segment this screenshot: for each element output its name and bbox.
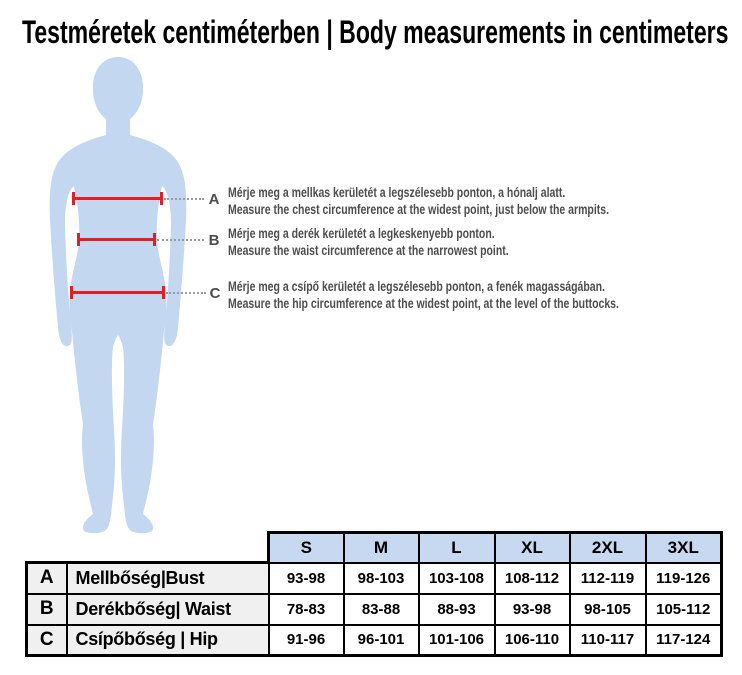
waist-description xyxy=(228,225,738,259)
hip-letter: C xyxy=(209,285,221,302)
waist-value-s: 78-83 xyxy=(269,594,344,625)
page-title: Testméretek centiméterben | Body measurements in centimeters xyxy=(22,14,729,50)
chest-leader-line xyxy=(164,198,204,200)
size-header-m: M xyxy=(344,533,419,563)
male-figure-icon xyxy=(30,55,210,535)
hip-measure-line xyxy=(70,291,165,294)
chest-description xyxy=(228,184,738,218)
size-header-2xl: 2XL xyxy=(570,533,646,563)
row-letter: A xyxy=(27,563,67,594)
size-table xyxy=(25,531,723,657)
size-header-l: L xyxy=(419,533,495,563)
bust-value-l: 103-108 xyxy=(419,563,495,594)
hip-value-s: 91-96 xyxy=(269,625,344,656)
hip-description xyxy=(228,278,738,312)
chest-description-hu: Mérje meg a mellkas kerületét a legszélesebb ponton, a hónalj alatt. xyxy=(228,184,566,200)
waist-measure-line xyxy=(77,238,156,241)
chest-description-en: Measure the chest circumference at the widest point, just below the armpits. xyxy=(228,201,610,217)
hip-value-2xl: 110-117 xyxy=(570,625,646,656)
bust-value-2xl: 112-119 xyxy=(570,563,646,594)
hip-value-l: 101-106 xyxy=(419,625,495,656)
body-silhouette xyxy=(30,55,210,535)
waist-value-xl: 93-98 xyxy=(495,594,570,625)
table-row-waist xyxy=(27,594,722,625)
waist-description-en: Measure the waist circumference at the narrowest point. xyxy=(228,242,509,258)
bust-value-m: 98-103 xyxy=(344,563,419,594)
row-letter: B xyxy=(27,594,67,625)
size-header-xl: XL xyxy=(495,533,570,563)
size-header-s: S xyxy=(269,533,344,563)
size-header-3xl: 3XL xyxy=(646,533,722,563)
waist-description-hu: Mérje meg a derék kerületét a legkeskenyebb ponton. xyxy=(228,225,495,241)
waist-value-3xl: 105-112 xyxy=(646,594,722,625)
hip-description-hu: Mérje meg a csípő kerületét a legszélesebb ponton, a fenék magasságában. xyxy=(228,278,605,294)
bust-value-s: 93-98 xyxy=(269,563,344,594)
header-blank-cell xyxy=(27,533,67,563)
waist-value-l: 88-93 xyxy=(419,594,495,625)
hip-value-xl: 106-110 xyxy=(495,625,570,656)
waist-leader-line xyxy=(157,239,204,241)
row-label: Mellbőség|Bust xyxy=(67,563,269,594)
waist-value-2xl: 98-105 xyxy=(570,594,646,625)
table-row-hip xyxy=(27,625,722,656)
bust-value-xl: 108-112 xyxy=(495,563,570,594)
waist-letter: B xyxy=(208,232,220,249)
hip-value-m: 96-101 xyxy=(344,625,419,656)
hip-value-3xl: 117-124 xyxy=(646,625,722,656)
table-row-bust xyxy=(27,563,722,594)
hip-leader-line xyxy=(166,292,206,294)
row-letter: C xyxy=(27,625,67,656)
row-label: Derékbőség| Waist xyxy=(67,594,269,625)
chest-letter: A xyxy=(208,191,220,208)
chest-measure-line xyxy=(72,197,163,200)
size-table-header-row xyxy=(27,533,722,563)
row-label: Csípőbőség | Hip xyxy=(67,625,269,656)
header-blank-cell xyxy=(67,533,269,563)
waist-value-m: 83-88 xyxy=(344,594,419,625)
hip-description-en: Measure the hip circumference at the widest point, at the level of the buttocks. xyxy=(228,295,619,311)
bust-value-3xl: 119-126 xyxy=(646,563,722,594)
